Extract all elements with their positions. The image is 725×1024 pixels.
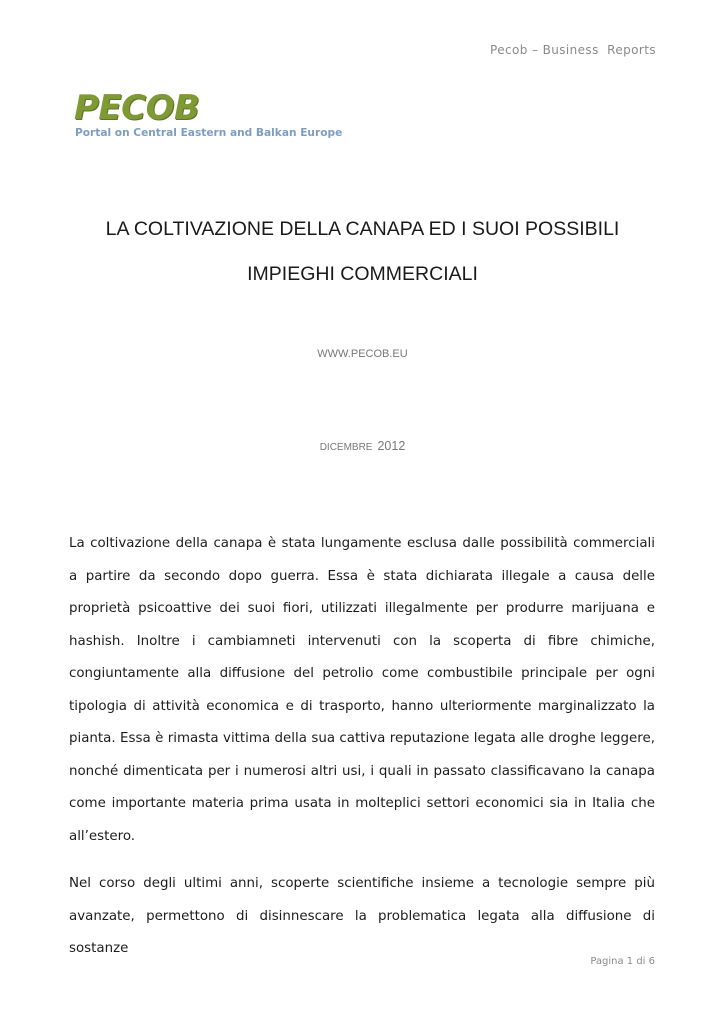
- date-year: 2012: [377, 439, 406, 453]
- logo-wordmark: PECOB: [74, 88, 200, 128]
- page-number: Pagina 1 di 6: [590, 956, 655, 967]
- document-title-line-2: IMPIEGHI COMMERCIALI: [247, 263, 478, 285]
- body-paragraph-1: La coltivazione della canapa è stata lungamente esclusa dalle possibilità commerciali a partire da secondo dopo guerra. Essa è stata dichiarata illegale a causa delle proprietà psicoattive dei suoi fiori, utilizzati illegalmente per produrre marijuana e hashish. Inoltre i cambiamneti intervenuti con la scoperta di fibre chimiche, congiuntamente alla diffusione del petrolio come combustibile principale per ogni tipologia di attività economica e di trasporto, hanno ulteriormente marginalizzato la pianta. Essa è rimasta vittima della sua cattiva reputazione legata alle droghe leggere, nonché dimenticata per i numerosi altri usi, i quali in passato classificavano la canapa come importante materia prima usata in molteplici settori economici sia in Italia che all’estero.: [69, 536, 655, 844]
- logo-tagline: Portal on Central Eastern and Balkan Europe: [75, 127, 343, 139]
- pecob-logo: [74, 88, 343, 145]
- document-title-line-1: LA COLTIVAZIONE DELLA CANAPA ED I SUOI POSSIBILI: [105, 218, 620, 240]
- running-header: Pecob – Business Reports: [490, 43, 656, 57]
- publication-date: [0, 437, 725, 455]
- date-month: DICEMBRE: [319, 442, 373, 453]
- website-url: WWW.PECOB.EU: [317, 348, 408, 360]
- body-paragraph-2: Nel corso degli ultimi anni, scoperte scientifiche insieme a tecnologie sempre più avanzate, permettono di disinnescare la problematica legata alla diffusione di sostanze: [69, 876, 655, 956]
